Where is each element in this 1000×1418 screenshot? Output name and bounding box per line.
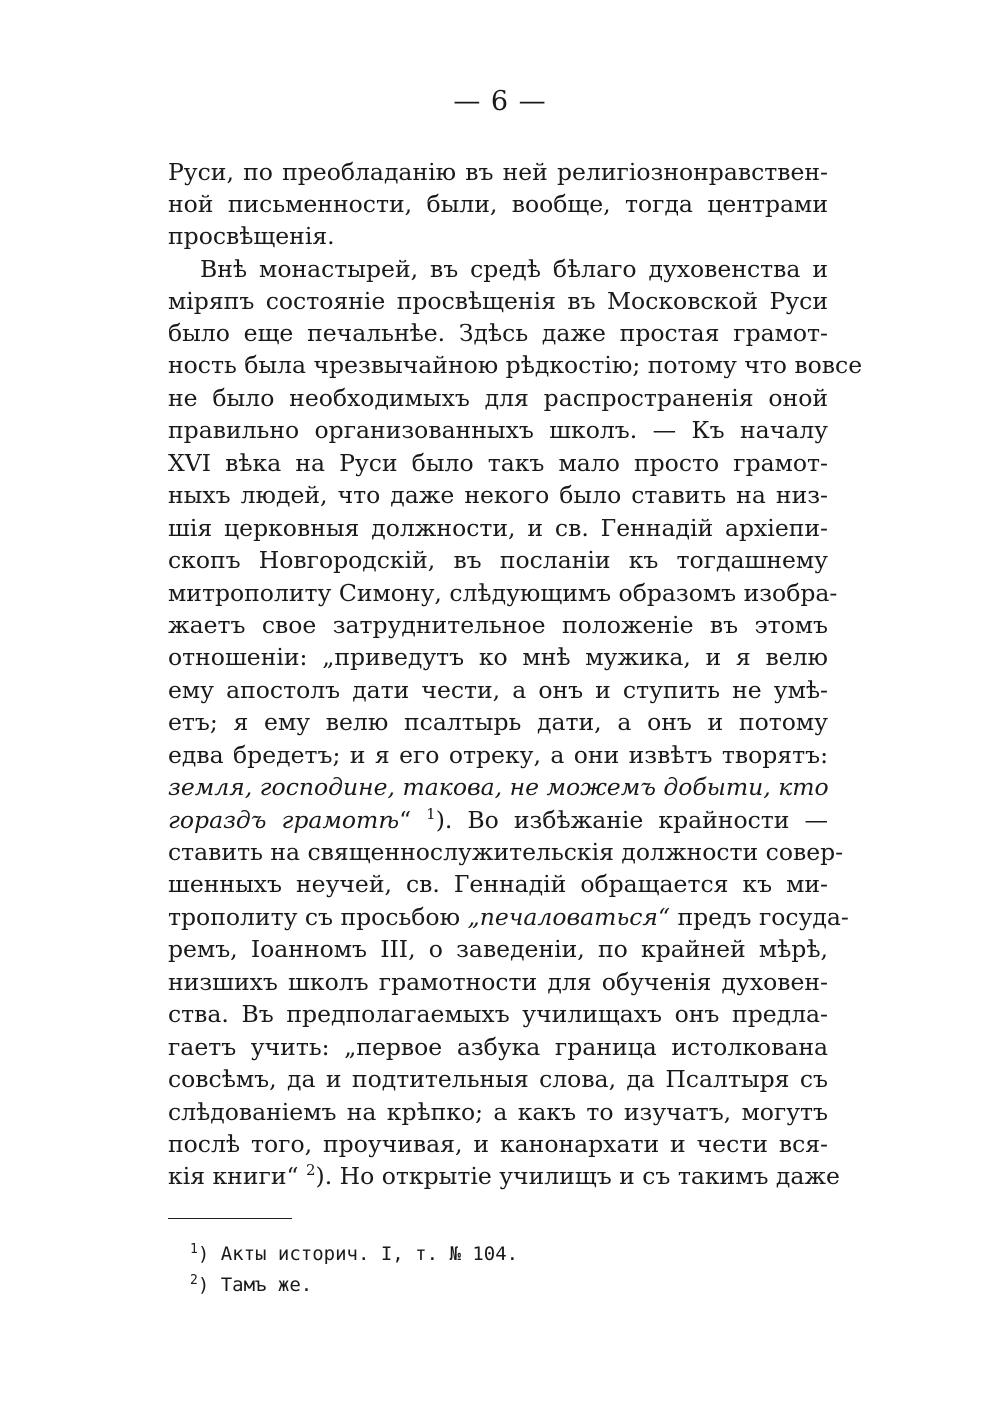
text-line: ность была чрезвычайною рѣдкостію; потому что вовсе xyxy=(168,351,863,379)
text-line: XVI вѣка на Руси было такъ мало просто грамот- xyxy=(168,449,828,477)
text-line: ремъ, Іоанномъ III, о заведеніи, по крайней мѣрѣ, xyxy=(168,935,828,963)
text-line: етъ; я ему велю псалтырь дати, а онъ и потому xyxy=(168,708,828,736)
line-rest: предъ госуда- xyxy=(669,903,849,931)
text-line: низшихъ школъ грамотности для обученія духовен- xyxy=(168,968,828,996)
text-line: ему апостолъ дати чести, а онъ и ступить не умѣ- xyxy=(168,676,828,704)
text-line: міряпъ состояніе просвѣщенія въ Московской Руси xyxy=(168,287,828,315)
text-line: Внѣ монастырей, въ средѣ бѣлаго духовенства и xyxy=(200,255,828,283)
text-line: совсѣмъ, да и подтительныя слова, да Псалтыря съ xyxy=(168,1065,828,1093)
text-line-footnote-ref xyxy=(168,1160,840,1192)
footnote-text: ) Акты историч. I, т. № 104. xyxy=(197,1243,519,1265)
text-line: митрополиту Симону, слѣдующимъ образомъ изобра- xyxy=(168,579,838,607)
line-rest: ). Во избѣжаніе крайности — xyxy=(435,806,828,834)
text-line: едва бредетъ; и я его отреку, а они извѣтъ творятъ: xyxy=(168,741,828,769)
text-line: ныхъ людей, что даже некого было ставить на низ- xyxy=(168,481,828,509)
footnote-2 xyxy=(190,1271,312,1299)
footnote-1 xyxy=(190,1240,518,1268)
text-line: скопъ Новгородскій, въ посланіи къ тогдашнему xyxy=(168,546,828,574)
text-line: жаетъ свое затруднительное положеніе въ этомъ xyxy=(168,611,828,639)
text-line: гаетъ учить: „первое азбука граница истолкована xyxy=(168,1033,828,1061)
text-line: Руси, по преобладанію въ ней религіознонравствен- xyxy=(168,158,828,186)
italic-text: „печаловаться“ xyxy=(467,903,670,931)
text-line: правильно организованныхъ школъ. — Къ началу xyxy=(168,416,828,444)
text-line: шенныхъ неучей, св. Геннадій обращается къ ми- xyxy=(168,870,828,898)
footnote-text: ) Тамъ же. xyxy=(197,1274,313,1296)
text-line: слѣдованіемъ на крѣпко; а какъ то изучатъ, могутъ xyxy=(168,1098,828,1126)
text-line: не было необходимыхъ для распространенія оной xyxy=(168,384,828,412)
text-line: шія церковныя должности, и св. Геннадій архіепи- xyxy=(168,514,828,542)
page-number: — 6 — xyxy=(453,86,547,117)
line-start: трополиту съ просьбою xyxy=(168,903,468,931)
text-line: отношеніи: „приведутъ ко мнѣ мужика, и я велю xyxy=(168,643,828,671)
footnote-divider xyxy=(168,1218,292,1219)
footnote-ref-1[interactable]: 1 xyxy=(426,805,436,823)
text-line: ставить на священнослужительскія должности совер- xyxy=(168,838,844,866)
footnote-mark: 1 xyxy=(190,1242,198,1257)
italic-text: земля, господине, такова, не можемъ добыти, кто xyxy=(168,773,829,801)
text-line: просвѣщенія. xyxy=(168,222,335,250)
text-line: ной письменности, были, вообще, тогда центрами xyxy=(168,190,828,218)
text-line: ства. Въ предполагаемыхъ училищахъ онъ предла- xyxy=(168,1000,828,1028)
closing-quote: “ xyxy=(399,806,412,834)
text-line: послѣ того, проучивая, и канонархати и чести вся- xyxy=(168,1130,828,1158)
text-line: было еще печальнѣе. Здѣсь даже простая грамот- xyxy=(168,319,828,347)
text-line-footnote-ref xyxy=(168,804,828,836)
text-line-mixed xyxy=(168,901,849,933)
italic-text: гораздъ грамотѣ xyxy=(168,806,400,834)
footnote-mark: 2 xyxy=(190,1273,198,1288)
line-rest: ). Но открытіе училищъ и съ такимъ даже xyxy=(315,1162,840,1190)
text-line-italic xyxy=(168,771,828,803)
line-start: кія книги“ xyxy=(168,1162,306,1190)
footnote-ref-2[interactable]: 2 xyxy=(305,1161,316,1179)
